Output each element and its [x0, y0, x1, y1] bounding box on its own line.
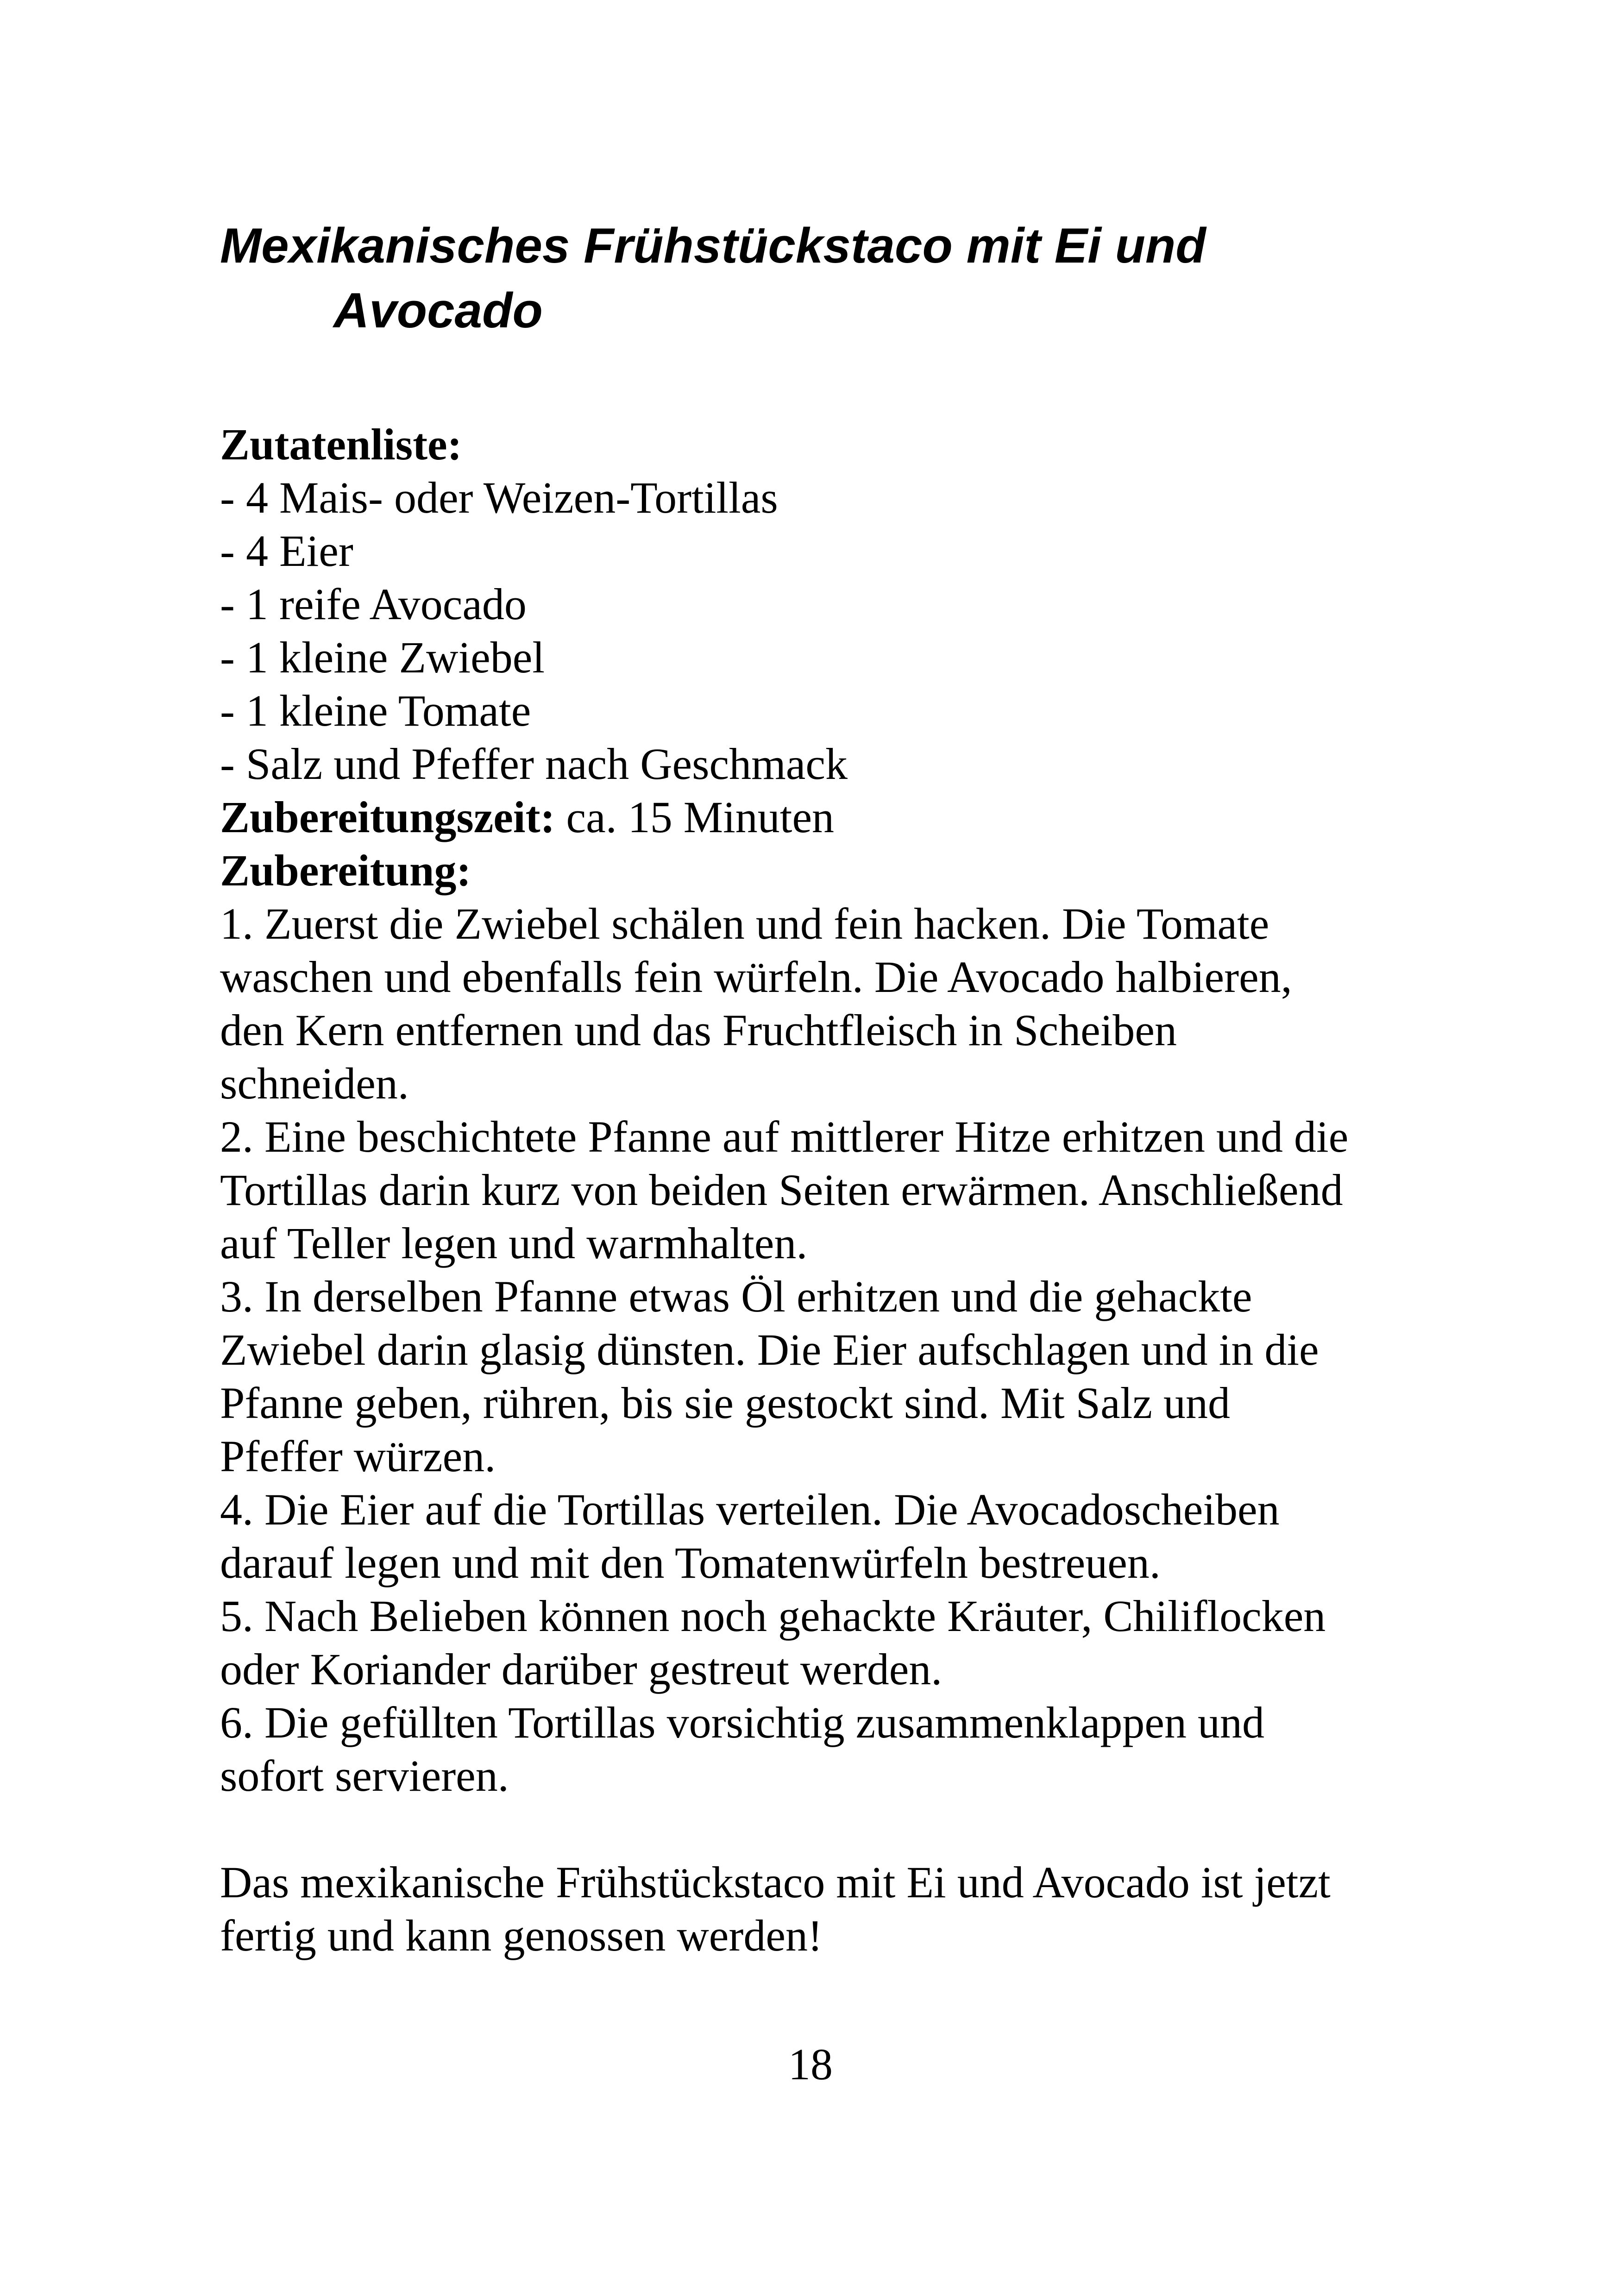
preparation-line: Zwiebel darin glasig dünsten. Die Eier aufschlagen und in die — [220, 1325, 1319, 1374]
ingredient-item: - Salz und Pfeffer nach Geschmack — [220, 739, 848, 789]
preparation-line: den Kern entfernen und das Fruchtfleisch in Scheiben — [220, 1005, 1177, 1055]
ingredient-item: - 1 kleine Tomate — [220, 686, 531, 735]
ingredient-item: - 4 Mais- oder Weizen-Tortillas — [220, 473, 778, 522]
recipe-title-line-1: Mexikanisches Frühstückstaco mit Ei und — [220, 218, 1206, 273]
ingredient-item: - 1 kleine Zwiebel — [220, 633, 545, 682]
preparation-line: 5. Nach Belieben können noch gehackte Kräuter, Chiliflocken — [220, 1591, 1326, 1641]
preparation-line: 1. Zuerst die Zwiebel schälen und fein hacken. Die Tomate — [220, 899, 1269, 948]
preparation-section — [220, 844, 1470, 1802]
recipe-body — [220, 418, 1470, 1962]
prep-time — [220, 790, 1470, 844]
prep-time-label: Zubereitungszeit: — [220, 792, 555, 842]
ingredients-section — [220, 418, 1470, 790]
recipe-title-line-2: Avocado — [333, 282, 543, 338]
preparation-line: Pfeffer würzen. — [220, 1431, 496, 1481]
ingredients-heading: Zutatenliste: — [220, 420, 462, 469]
closing-line: Das mexikanische Frühstückstaco mit Ei und Avocado ist jetzt — [220, 1857, 1331, 1907]
preparation-heading: Zubereitung: — [220, 846, 471, 895]
preparation-line: 3. In derselben Pfanne etwas Öl erhitzen und die gehackte — [220, 1272, 1252, 1321]
paragraph-gap — [220, 1802, 1470, 1856]
preparation-line: 4. Die Eier auf die Tortillas verteilen. Die Avocadoscheiben — [220, 1485, 1280, 1534]
preparation-line: auf Teller legen und warmhalten. — [220, 1218, 808, 1268]
preparation-line: Pfanne geben, rühren, bis sie gestockt sind. Mit Salz und — [220, 1378, 1230, 1428]
ingredient-item: - 4 Eier — [220, 526, 353, 576]
ingredient-item: - 1 reife Avocado — [220, 579, 527, 629]
preparation-line: Tortillas darin kurz von beiden Seiten erwärmen. Anschließend — [220, 1165, 1343, 1215]
prep-time-value: ca. 15 Minuten — [555, 792, 835, 842]
closing-paragraph — [220, 1856, 1470, 1962]
preparation-line: schneiden. — [220, 1059, 409, 1108]
preparation-line: oder Koriander darüber gestreut werden. — [220, 1644, 942, 1694]
preparation-line: sofort servieren. — [220, 1751, 509, 1800]
preparation-line: waschen und ebenfalls fein würfeln. Die Avocado halbieren, — [220, 952, 1292, 1002]
recipe-title — [220, 213, 1470, 343]
page-number: 18 — [788, 2039, 833, 2089]
preparation-line: 2. Eine beschichtete Pfanne auf mittlerer Hitze erhitzen und die — [220, 1112, 1349, 1161]
preparation-line: darauf legen und mit den Tomatenwürfeln bestreuen. — [220, 1538, 1161, 1587]
preparation-line: 6. Die gefüllten Tortillas vorsichtig zusammenklappen und — [220, 1698, 1265, 1747]
closing-line: fertig und kann genossen werden! — [220, 1911, 823, 1960]
